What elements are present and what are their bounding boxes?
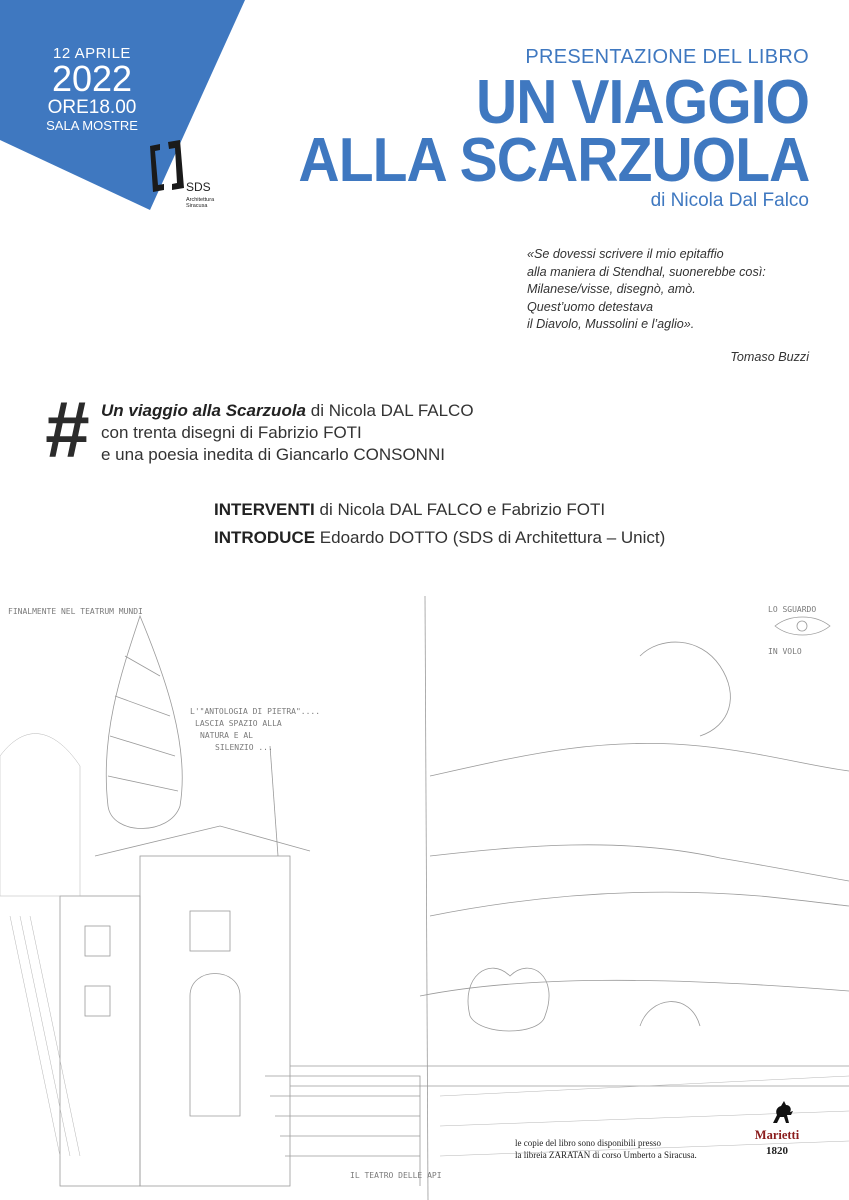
availability-note-line2: la libreia ZARATAN di corso Umberto a Siracusa. [515, 1150, 697, 1160]
book-info-title: Un viaggio alla Scarzuola [101, 401, 307, 420]
epitaph-quote [527, 246, 817, 334]
quote-line: il Diavolo, Mussolini e l’aglio». [527, 317, 695, 331]
sketch-note-line3: NATURA E AL [200, 731, 253, 740]
event-date: 12 APRILE [53, 45, 131, 62]
talks-info [214, 496, 665, 552]
bracket-square-icon [138, 140, 190, 200]
publisher-year: 1820 [766, 1145, 788, 1157]
organizer-subtitle [186, 197, 246, 209]
quote-line: Quest’uomo detestava [527, 299, 654, 314]
quote-line: alla maniera di Stendhal, suonerebbe così: [527, 264, 766, 279]
organizer-subtitle-line1: Architettura [186, 197, 215, 203]
organizer-name: SDS [186, 180, 211, 194]
introduce-text: Edoardo DOTTO (SDS di Architettura – Unict) [315, 528, 666, 547]
book-author: di Nicola Dal Falco [650, 190, 809, 211]
sketch-note-line1: L'"ANTOLOGIA DI PIETRA".... [190, 707, 321, 716]
publisher-name: Marietti [754, 1128, 800, 1142]
organizer-subtitle-line2: Siracusa [186, 203, 208, 209]
pencil-sketch-illustration [0, 596, 849, 1200]
interventi-label: INTERVENTI [214, 500, 315, 519]
sketch-caption-top-left: FINALMENTE NEL TEATRUM MUNDI [8, 607, 143, 616]
presentation-label: PRESENTAZIONE DEL LIBRO [525, 46, 809, 68]
book-info-line3: e una poesia inedita di Giancarlo CONSONNI [101, 445, 445, 464]
availability-note-line1: le copie del libro sono disponibili presso [515, 1138, 661, 1148]
event-year: 2022 [51, 58, 133, 99]
sketch-note-line4: SILENZIO ... [215, 743, 273, 752]
hash-symbol: # [44, 385, 89, 474]
book-info-line1 [101, 400, 474, 422]
quote-line: Milanese/visse, disegnò, amò. [527, 282, 696, 296]
interventi-text: di Nicola DAL FALCO e Fabrizio FOTI [314, 500, 606, 519]
quote-line: «Se dovessi scrivere il mio epitaffio [527, 247, 724, 261]
sketch-caption-top-right-2: IN VOLO [768, 647, 802, 656]
sketch-caption-bottom: IL TEATRO DELLE API [350, 1171, 442, 1180]
book-title-line2: ALLA SCARZUOLA [298, 126, 809, 195]
book-title-line1: UN VIAGGIO [475, 68, 809, 137]
interventi-line [214, 496, 665, 524]
event-time: ORE18.00 [47, 97, 137, 118]
book-info [101, 400, 474, 466]
horse-icon [767, 1097, 797, 1127]
introduce-line [214, 524, 665, 552]
sketch-caption-top-right-1: LO SGUARDO [768, 605, 817, 614]
quote-author: Tomaso Buzzi [730, 350, 809, 364]
event-place: SALA MOSTRE [46, 118, 138, 133]
book-info-author: di Nicola DAL FALCO [306, 401, 474, 420]
introduce-label: INTRODUCE [214, 528, 316, 547]
sketch-note-line2: LASCIA SPAZIO ALLA [195, 719, 282, 728]
book-info-line2: con trenta disegni di Fabrizio FOTI [101, 423, 362, 442]
availability-note [515, 1137, 697, 1161]
